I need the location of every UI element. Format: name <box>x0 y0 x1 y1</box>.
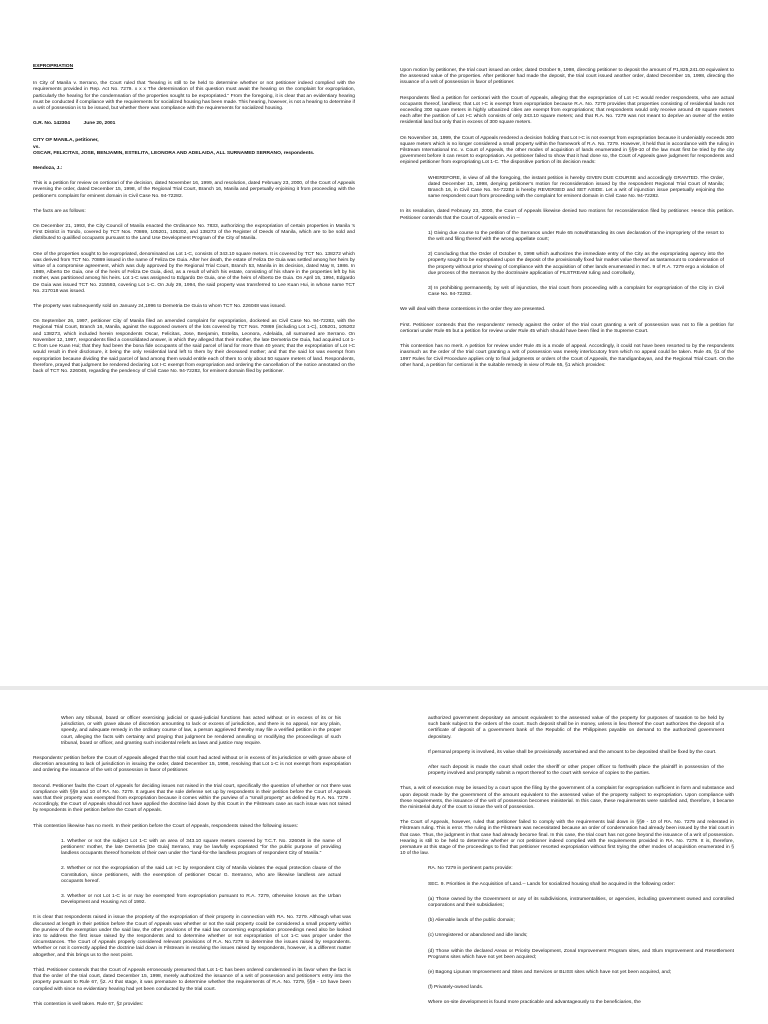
paragraph: (d) Those within the declared Areas or Priority Development, Zonal Improvement Program sites, and Slum Improvement and Resettlement Programs sites which have not yet been acquired; <box>428 948 734 960</box>
quoted-paragraph: If personal property is involved, its value shall be provisionally ascertained and the amount to be deposited shall be fixed by the court. <box>428 749 717 755</box>
paragraph: (c) Unregistered or abandoned and idle lands; <box>428 933 528 939</box>
paragraph: Mendoza, J.: <box>33 166 63 172</box>
page1-left-column <box>33 64 355 384</box>
paragraph: The Court of Appeals, however, ruled that petitioner failed to comply with the requirements laid down in §§9 - 10 of RA. No. 7279 and reiterated in Filstream ruling. This is error. The ruling in the Filstream was necessitated because an order of condemnation had already been issued by the trial court in that case. Thus, the judgment in that case had already become final. In this case, the trial court has not gone beyond the issuance of a writ of possession. Hearing is still to be held to determine whether or not petitioner indeed complied with the requirements provided in RA. No. 7279. It is, therefore, premature at this stage of the proceedings to find that petitioner resorted expropriation without first trying the other modes of acquisition enumerated in § 10 of the law. <box>400 820 734 857</box>
quoted-paragraph: 3) In prohibiting permanently, by writ of injunction, the trial court from proceeding with a complaint for expropriation of the City in Civil Case No. 94-72282. <box>428 286 724 298</box>
paragraph: This is a petition for review on certiorari of the decision, dated November 16, 1999, and resolution, dated February 23, 2000, of the Court of Appeals reversing the order, dated December 15, 1998, of the Regional Trial Court, Branch 16, Manila and perpetually enjoining it from proceeding with the petitioner's complaint for eminent domain in Civil Case No. 94-72282. <box>33 181 355 199</box>
paragraph: (a) Those owned by the Government or any of its subdivisions, instrumentalities, or agencies, including government owned and controlled corporations and their subsidiaries; <box>428 896 734 909</box>
page2-right-column <box>400 716 734 1016</box>
paragraph: On November 16, 1999, the Court of Appeals rendered a decision holding that Lot I-C is not exempt from expropriation because it undeniably exceeds 300 square meters which is no longer considered a small property within the framework of R.A. No. 7279. However, it held that in accordance with the ruling in Filstream International Inc. v. Court of Appeals, the other modes of acquisition of lands enumerated in §§9-10 of the law must first be tried by the city government before it can resort to expropriation. As petitioner failed to show that it had done so, the Court of Appeals gave judgment for respondents and enjoined petitioner from expropriating Lot 1-C. The dispositive portion of its decision reads: <box>400 135 734 166</box>
quoted-paragraph: WHEREFORE, in view of all the foregoing, the instant petition is hereby GIVEN DUE COURSE and accordingly GRANTED. The Order, dated December 15, 1998, denying petitioner's motion for reconsideration issued by the respondent Regional Trial Court of Manila; Branch 16, in Civil Case No. 94-72282 is hereby REVERSED and SET ASIDE. Let a writ of injunction issue perpetually enjoining the same respondent court from proceeding with the complaint for eminent domain in Civil Case No. 94-72282. <box>428 175 724 200</box>
quoted-paragraph: 1) Giving due course to the petition of the Serranos under Rule 65 notwithstanding its own declaration of the impropriety of the resort to the writ and filing thereof with the wrong appellate court; <box>428 230 724 243</box>
paragraph: Respondents' petition before the Court of Appeals alleged that the trial court had acted without or in excess of its jurisdiction or with grave abuse of discretion amounting to lack of jurisdiction in issuing the order, dated December 15, 1998, resolving that Lot 1-C is not exempt from expropriation and ordering the issuance of the writ of possession in favor of petitioner. <box>33 756 351 774</box>
section-heading: EXPROPRIATION <box>33 64 74 69</box>
paragraph: Second. Petitioner faults the Court of Appeals for deciding issues not raised in the trial court, specifically the question of whether or not there was compliance with §§9 and 10 of RA. No. 7279. It argues that the sole defense set up by respondents in their petition before the Court of Appeals was that their property was exempted from expropriation because it comes within the purview of a "small property" as defined by R.A. No. 7279 . Accordingly, the Court of Appeals should not have applied the doctrine laid down by this Court in the Filstream case as such issue was not raised by respondents in their petition before the Court of Appeals. <box>33 783 351 814</box>
paragraph: (b) Alienable lands of the public domain; <box>428 918 515 924</box>
paragraph: RA. No 7279 in pertinent parts provide: <box>428 866 513 872</box>
quoted-paragraph: 2) Concluding that the Order of October 9, 1998 which authorizes the immediate entry of the City as the expropriating agency into the property sought to be expropriated upon the deposit of the provisionally fixed fair market value thereof as tantamount to condemnation of the property without prior showing of compliance with the acquisition of other lands enumerated in Sec. 9 of R.A. 7279 ergo a violation of due process of the Serranos by the doctrinaire application of FILSTREAM ruling and corrollarily, <box>428 252 724 276</box>
paragraph: Respondents filed a petition for certiorari with the Court of Appeals, alleging that the expropriation of Lot I-C would render respondents, who are actual occupants thereof, landless; that Lot I-C is exempt from expropriation because R.A. No. 7279 provides that properties consisting of residential lands not exceeding 300 square meters in highly urbanized cities are exempt from expropriations; that respondents would only receive around 49 square meters each after the partition of Lot I-C which consists of only 343.10 square meters; and that R.A. No. 7279 was not meant to deprive an owner of the entire residential land but only that in excess of 300 square meters. <box>400 95 734 126</box>
paragraph: This contention is well taken. Rule 67, §2 provides: <box>33 1001 144 1007</box>
paragraph: In City of Manila v. Serrano, the Court ruled that "hearing is still to be held to determine whether or not petitioner indeed complied with the requirements provided in Rep. Act No. 7279. x x x The determination of this question must await the hearing on the complaint for expropriation, particularly the hearing for the condemnation of the properties sought to be expropriated." From the foregoing, it is clear that an evidentiary hearing must be conducted if compliance with the requirements for socialized housing has been made. This hearing, however, is not a hearing to determine if a writ of possession is to be issued, but whether there was compliance with the requirements for socialized housing. <box>33 81 355 112</box>
paragraph: It is clear that respondents raised in issue the propriety of the expropriation of their property in connection with RA. No. 7279. Although what was discussed at length in their petition before the Court of Appeals was whether or not the said property could be considered a small property within the purview of the exemption under the said law, the other provisions of the said law concerning expropriation proceedings need also be looked into to address the first issue raised by the respondents and to determine whether or not expropriation of Lot 1-C was proper under the circumstances. The Court of Appeals properly considered relevant provisions of R.A. No.7279 to determine the issues raised by respondents. Whether or not it correctly applied the doctrine laid down in Filstream in resolving the issues raised by respondents, however, is a different matter altogether, and this brings us to the next point. <box>33 915 351 958</box>
paragraph: Upon motion by petitioner, the trial court issued an order, dated October 9, 1998, directing petitioner to deposit the amount of P1,825,241.00 equivalent to the assessed value of the properties. After petitioner had made the deposit, the trial court issued another order, dated December 15, 1998, directing the issuance of a writ of possession in favor of petitioner. <box>400 68 734 86</box>
paragraph: The property was subsequently sold on January 24,1996 to Demetria De Guia to whom TCT No. 226048 was issued. <box>33 304 286 310</box>
quoted-paragraph: 2. Whether or not the expropriation of the said Lot I-C by respondent City of Manila violates the equal protection clause of the Constitution, since petitioners, with the exemption of petitioner Oscar G. Serranno, who are likewise landless are actual occupants hereof. <box>61 866 341 884</box>
paragraph: Thus, a writ of execution may be issued by a court upon the filing by the government of a complaint for expropriation sufficient in form and substance and upon deposit made by the government of the amount equivalent to the assessed value of the property subject to expropriation. Upon compliance with these requirements, the issuance of the writ of possession becomes ministerial. In this case, these requirements were satisfied and, therefore, it became the ministerial duty of the court to issue the writ of possession. <box>400 786 734 811</box>
document-page-2 <box>0 690 768 1024</box>
quoted-paragraph: authorized government depositary an amount equivalent to the assessed value of the property for purposes of taxation to be held by such bank subject to the orders of the court. Such deposit shall be in money, unless in lieu thereof the court authorizes the deposit of a certificate of deposit of a government bank of the Republic of the Philippines payable on demand to the authorized government depositary. <box>428 716 724 740</box>
quoted-paragraph: After such deposit is made the court shall order the sheriff or other proper officer to forthwith place the plaintiff in possession of the property involved and promptly submit a report thereof to the court with service of copies to the parties. <box>428 765 724 777</box>
paragraph: Third. Petitioner contends that the Court of Appeals erroneously presumed that Lot 1-C has been ordered condemned in its favor when the fact is that the order of the trial court, dated December 15, 1998, merely authorized the issuance of a writ of possession and petitioner's entry into the property pursuant to Rule 67, §2. At that stage, it was premature to determine whether the requirements of R.A. No. 7279, §§9 - 10 have been complied with since no evidentiary hearing had yet been conducted by the trial court. <box>33 967 351 992</box>
quoted-paragraph: 1. Whether or not the subject Lot 1-C with an area of 343.10 square meters covered by T.C.T. No. 226048 in the name of petitioners' mother, the late Demetria [De Guia] Serrano, may be lawfully expropriated "for the public purpose of providing landless occupants thereof homelots of their own under the "land-for-the landless program of respondent City of Manila." <box>61 838 341 857</box>
paragraph: The facts are as follows: <box>33 208 86 214</box>
page1-right-column <box>400 68 734 378</box>
paragraph: One of the properties sought to be expropriated, denominated as Lot 1-C, consists of 343.10 square meters. It is covered by TCT No. 138272 which was derived from TCT No. 70869 issued in the name of Feliza De Guia. After her death, the estate of Feliza De Guia was settled among her heirs by virtue of a compromise agreement, which was duly approved by the Regional Trial Court, Branch 53, Manila in its decision, dated May 8, 1986. In 1989, Alberto De Guia, one of the heirs of Feliza De Guia, died, as a result of which his estate, consisting of his share in the properties left by his mother, was partitioned among his heirs. Lot 1-C was assigned to Edgardo De Guia, one of the heirs of Alberto De Guia. On April 15, 1994, Edgardo De Guia was issued TCT No. 215593, covering Lot 1-C. On July 29, 1994, the said property was transferred to Lee Kuan Hui, in whose name TCT No. 217018 was issued. <box>33 251 355 294</box>
paragraph: This contention likewise has no merit. In their petition before the Court of Appeals, respondents raised the following issues: <box>33 823 299 829</box>
paragraph: We will deal with these contentions in the order they are presented. <box>400 307 546 313</box>
page2-left-column <box>33 716 351 1017</box>
paragraph: This contention has no merit. A petition for review under Rule 45 is a mode of appeal. Accordingly, it could not have been resorted to by the respondents inasmuch as the order of the trial court granting a writ of possession was merely interlocutory from which no appeal could be taken. Rule 45, §1 of the 1997 Rules for Civil Procedure applies only to final judgments or orders of the Court of Appeals, the Sandiganbayan, and the Regional Trial Court. On the other hand, a petition for certiorari is the suitable remedy in view of Rule 65, §1 which provides: <box>400 344 734 368</box>
quoted-paragraph: 3. Whether or not Lot 1-C is or may be exempted from expropriation pursuant to R.A. 7279, otherwise known as the Urban Development and Housing Act of 1992. <box>61 894 341 906</box>
paragraph: SEC. 9. Priorities in the Acquisition of Land.-- Lands for socialized housing shall be acquired in the following order: <box>428 881 675 887</box>
paragraph: First. Petitioner contends that the respondents' remedy against the order of the trial court granting a writ of possession was not to file a petition for certiorari under Rule 65 but a petition for review under Rule 45 which should have been filed in the Supreme Court. <box>400 322 734 334</box>
paragraph: In its resolution, dated February 23, 2000, the Court of Appeals likewise denied two motions for reconsideration filed by petitioner. Hence this petition. Petitioner contends that the Court of Appeals erred in -- <box>400 209 734 221</box>
quoted-paragraph: When any tribunal, board or officer exercising judicial or quasi-judicial functions has acted without or in excess of its or his jurisdiction, or with grave abuse of discretion amounting to lack or excess of jurisdiction, and there is no appeal, nor any plain, speedy, and adequate remedy in the ordinary course of law, a person aggrieved thereby may file a verified petition in the proper court, alleging the facts with certainty and praying that judgment be rendered annulling or modifying the proceedings of such tribunal, board or officer, and granting such incidental reliefs as laws and justice may require. <box>61 716 341 746</box>
paragraph: (e) Bagong Lipunan Improvement and Sites and Services or BLISS sites which have not yet been acquired, and; <box>428 970 672 976</box>
paragraph: On September 26, 1997, petitioner City of Manila filed an amended complaint for expropriation, docketed as Civil Case No. 94-72282, with the Regional Trial Court, Branch 16, Manila, against the supposed owners of the lots covered by TCT Nos. 70869 (including Lot 1-C), 105201, 105202 and 138273, which included herein respondents Oscar, Felicitas, Jose, Benjamin, Estelita, Leonora, Adelaida, all surnamed are Serrano. On November 12, 1997, respondents filed a consolidated answer, in which they alleged that their mother, the late Demetria De Guia, had acquired Lot 1-C from Lee Kuan Hui; that they had been the bona fide occupants of the said parcel of land for more than 40 years; that the expropriation of Lot I-C would result in their disclosure, it being the only residential land left to them by their deceased mother; and that the said lot was exempt from expropriation because dividing the said parcel of land among them would entitle each of them to only about 50 square meters of land. Respondents, therefore, prayed that judgment be rendered declaring Lot I-C exempt from expropriation and ordering the cancellation of the notice annotated on the back of TCT No. 226048, regarding the pendency of Civil Case No. 94-72282, for eminent domain filed by petitioner. <box>33 319 355 374</box>
paragraph: On December 21, 1993, the City Council of Manila enacted the Ordinance No. 7833, authorizing the expropriation of certain properties in Manila 's First District in Tondo, covered by TCT Nos. 70869, 105201, 105202, and 138273 of the Register of Deeds of Manila, which are to be sold and distributed to qualified occupants pursuant to the Land Use Development Program of the City of Manila. <box>33 224 355 242</box>
paragraph: Where on-site development is found more practicable and advantageously to the beneficiaries, the <box>428 1000 641 1006</box>
paragraph: (f) Privately-owned lands. <box>428 985 484 991</box>
case-number: G.R. No. 142304 June 20, 2001 <box>33 121 116 127</box>
paragraph: CITY OF MANILA, petitioner, vs. OSCAR, FELICITAS, JOSE, BENJAMIN, ESTELITA, LEONORA AND ADELAIDA, ALL SURNAMED SERRANO, respondents. <box>33 138 315 156</box>
